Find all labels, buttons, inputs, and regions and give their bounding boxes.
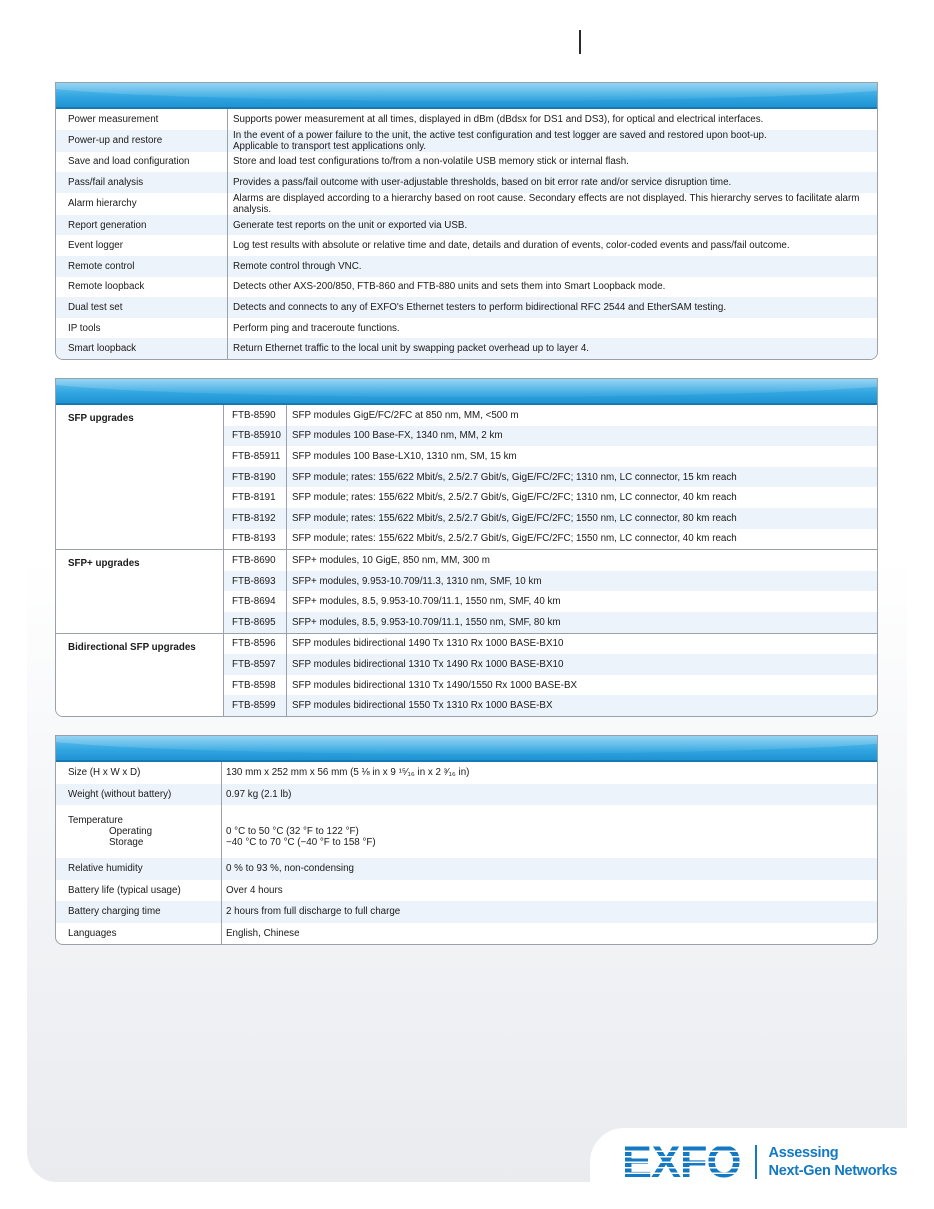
feature-row <box>56 152 877 173</box>
feature-label: IP tools <box>68 322 101 334</box>
upgrade-part-number: FTB-85910 <box>224 426 287 447</box>
upgrade-part-number: FTB-8694 <box>224 591 287 612</box>
upgrade-description: SFP modules 100 Base-LX10, 1310 nm, SM, 15 km <box>292 450 517 462</box>
feature-row <box>56 318 877 339</box>
spec-value: 0.97 kg (2.1 lb) <box>222 784 878 806</box>
upgrades-section-header <box>56 379 877 405</box>
upgrade-part-number: FTB-8191 <box>224 487 287 508</box>
upgrade-part-number: FTB-8690 <box>224 550 287 571</box>
upgrade-part-number: FTB-8598 <box>224 675 287 696</box>
upgrade-group-label: SFP+ upgrades <box>56 550 224 633</box>
feature-row <box>56 193 877 215</box>
specifications-table <box>56 762 877 944</box>
spec-label: Relative humidity <box>56 858 222 880</box>
feature-row <box>56 256 877 277</box>
feature-description: Alarms are displayed according to a hierarchy based on root cause. Secondary effects are not displayed. This hierarchy serves to facilitate alarm analysis. <box>228 193 878 215</box>
upgrade-description: SFP+ modules, 8.5, 9.953-10.709/11.1, 1550 nm, SMF, 40 km <box>292 596 561 608</box>
upgrades-table <box>56 405 877 716</box>
feature-description: Detects other AXS-200/850, FTB-860 and FTB-880 units and sets them into Smart Loopback mode. <box>228 277 878 298</box>
upgrade-description: SFP modules 100 Base-FX, 1340 nm, MM, 2 km <box>287 426 878 447</box>
upgrade-description: SFP modules bidirectional 1310 Tx 1490/1550 Rx 1000 BASE-BX <box>292 679 578 691</box>
upgrade-description: SFP module; rates: 155/622 Mbit/s, 2.5/2.7 Gbit/s, GigE/FC/2FC; 1550 nm, LC connector, 40 km reach <box>292 533 737 545</box>
feature-row <box>56 172 877 193</box>
features-section <box>55 82 878 360</box>
spec-row-temperature <box>56 805 877 858</box>
spec-sublabel: Operating <box>109 826 153 837</box>
spec-label: Battery life (typical usage) <box>56 880 222 902</box>
spec-label: Weight (without battery) <box>56 784 222 806</box>
logo-tagline <box>769 1144 898 1180</box>
upgrade-description: SFP module; rates: 155/622 Mbit/s, 2.5/2.7 Gbit/s, GigE/FC/2FC; 1310 nm, LC connector, 15 km reach <box>287 467 878 488</box>
upgrade-row <box>56 405 877 426</box>
upgrade-description: SFP modules GigE/FC/2FC at 850 nm, MM, <500 m <box>292 409 519 421</box>
feature-row <box>56 130 877 152</box>
upgrade-description: SFP modules bidirectional 1310 Tx 1490 Rx 1000 BASE-BX10 <box>287 654 878 675</box>
feature-description: Remote control through VNC. <box>228 256 878 277</box>
specifications-section <box>55 735 878 945</box>
features-table <box>56 109 877 359</box>
spec-sublabel: Storage <box>109 837 144 848</box>
upgrade-part-number: FTB-8596 <box>224 633 287 654</box>
upgrade-part-number: FTB-8190 <box>224 467 287 488</box>
feature-description: Store and load test configurations to/from a non-volatile USB memory stick or internal flash. <box>228 152 878 173</box>
feature-description-line: In the event of a power failure to the unit, the active test configuration and test logger are saved and restored upon boot-up. <box>233 129 767 141</box>
spec-value-group <box>222 805 878 858</box>
feature-label: Remote loopback <box>68 281 145 293</box>
upgrades-section <box>55 378 878 717</box>
feature-description: Detects and connects to any of EXFO's Ethernet testers to perform bidirectional RFC 2544 and EtherSAM testing. <box>228 297 878 318</box>
feature-label: Smart loopback <box>56 338 228 359</box>
upgrade-description: SFP module; rates: 155/622 Mbit/s, 2.5/2.7 Gbit/s, GigE/FC/2FC; 1550 nm, LC connector, 80 km reach <box>287 508 878 529</box>
upgrade-group-label: Bidirectional SFP upgrades <box>56 633 224 716</box>
logo-tagline-line: Assessing <box>768 1145 839 1161</box>
logo-tagline-line: Next-Gen Networks <box>768 1163 898 1179</box>
feature-label: Alarm hierarchy <box>68 198 137 210</box>
feature-row <box>56 297 877 318</box>
spec-label: Languages <box>56 923 222 945</box>
spec-row-battery <box>56 880 877 902</box>
feature-label: Report generation <box>56 215 228 236</box>
upgrade-part-number: FTB-8599 <box>224 695 287 716</box>
upgrade-description: SFP+ modules, 8.5, 9.953-10.709/11.1, 1550 nm, SMF, 80 km <box>287 612 878 633</box>
upgrade-row <box>56 633 877 654</box>
feature-description: Provides a pass/fail outcome with user-adjustable thresholds, based on bit error rate and/or service disruption time. <box>228 172 878 193</box>
feature-label: Power measurement <box>68 113 159 125</box>
spec-value: 2 hours from full discharge to full charge <box>222 901 878 923</box>
spec-row-languages <box>56 923 877 945</box>
features-section-header <box>56 83 877 109</box>
feature-label: Save and load configuration <box>68 156 190 168</box>
upgrade-description: SFP+ modules, 9.953-10.709/11.3, 1310 nm, SMF, 10 km <box>287 571 878 592</box>
spec-value: 130 mm x 252 mm x 56 mm (5 ⅛ in x 9 ¹⁵⁄₁₆ in x 2 ³⁄₁₆ in) <box>226 767 470 779</box>
feature-row <box>56 235 877 256</box>
feature-row <box>56 277 877 298</box>
feature-description: Perform ping and traceroute functions. <box>228 318 878 339</box>
spec-value: English, Chinese <box>226 927 300 939</box>
feature-row <box>56 338 877 359</box>
spec-row-humidity <box>56 858 877 880</box>
feature-description <box>228 130 878 152</box>
feature-description: Generate test reports on the unit or exported via USB. <box>228 215 878 236</box>
header-divider <box>579 30 581 54</box>
upgrade-part-number: FTB-8590 <box>224 405 287 426</box>
upgrade-part-number: FTB-8695 <box>224 612 287 633</box>
upgrade-part-number: FTB-8597 <box>224 654 287 675</box>
spec-label: Temperature <box>68 815 123 826</box>
upgrade-row <box>56 550 877 571</box>
spec-value: 0 % to 93 %, non-condensing <box>222 858 878 880</box>
feature-row <box>56 215 877 236</box>
upgrade-description: SFP modules bidirectional 1490 Tx 1310 Rx 1000 BASE-BX10 <box>287 633 878 654</box>
upgrade-description: SFP modules bidirectional 1550 Tx 1310 Rx 1000 BASE-BX <box>287 695 878 716</box>
feature-description: Supports power measurement at all times, displayed in dBm (dBdsx for DS1 and DS3), for optical and electrical interfaces. <box>228 109 878 130</box>
spec-row-size <box>56 762 877 784</box>
spec-value: Over 4 hours <box>226 884 283 896</box>
exfo-logo <box>622 1136 898 1187</box>
upgrade-part-number: FTB-85911 <box>224 446 287 467</box>
spec-row-weight <box>56 784 877 806</box>
spec-value: −40 °C to 70 °C (−40 °F to 158 °F) <box>226 837 376 848</box>
spec-label: Size (H x W x D) <box>56 762 222 784</box>
spec-label: Battery charging time <box>56 901 222 923</box>
exfo-logo-mark: EXFO <box>622 1136 741 1187</box>
feature-description: Log test results with absolute or relative time and date, details and duration of events, color-coded events and pass/fail outcome. <box>228 235 878 256</box>
upgrade-part-number: FTB-8193 <box>224 529 287 550</box>
upgrade-description: SFP module; rates: 155/622 Mbit/s, 2.5/2.7 Gbit/s, GigE/FC/2FC; 1310 nm, LC connector, 40 km reach <box>292 492 737 504</box>
upgrade-part-number: FTB-8192 <box>224 508 287 529</box>
feature-description: Return Ethernet traffic to the local unit by swapping packet overhead up to layer 4. <box>228 338 878 359</box>
spec-value: 0 °C to 50 °C (32 °F to 122 °F) <box>226 826 359 837</box>
feature-label: Pass/fail analysis <box>56 172 228 193</box>
feature-label: Dual test set <box>56 297 228 318</box>
spec-row-charging <box>56 901 877 923</box>
feature-row <box>56 109 877 130</box>
specifications-section-header <box>56 736 877 762</box>
spec-label-group <box>56 805 222 858</box>
feature-description-line: Applicable to transport test applications only. <box>233 140 427 152</box>
feature-label: Event logger <box>68 240 124 252</box>
logo-divider <box>755 1145 757 1179</box>
upgrade-description: SFP+ modules, 10 GigE, 850 nm, MM, 300 m <box>287 550 878 571</box>
upgrade-group-label: SFP upgrades <box>56 405 224 550</box>
feature-label: Power-up and restore <box>56 130 228 152</box>
feature-label: Remote control <box>56 256 228 277</box>
upgrade-part-number: FTB-8693 <box>224 571 287 592</box>
